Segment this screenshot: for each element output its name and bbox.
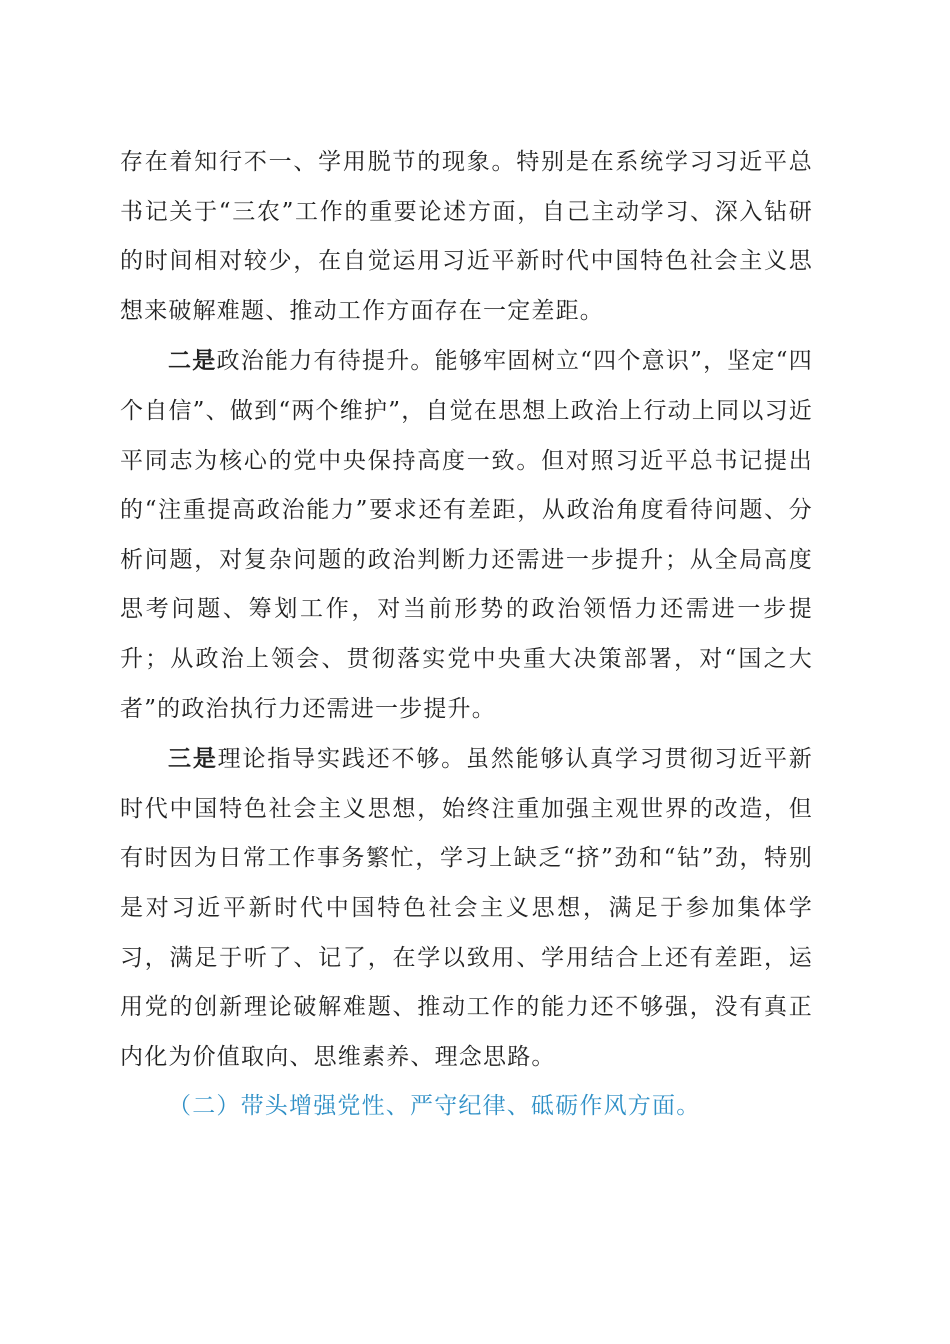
paragraph-text: 存在着知行不一、学用脱节的现象。特别是在系统学习习近平总书记关于“三农”工作的重要论述方面，自己主动学习、深入钻研的时间相对较少，在自觉运用习近平新时代中国特色社会主义思想来破解难题、推动工作方面存在一定差距。 xyxy=(120,149,813,324)
paragraph-lead: 三是 xyxy=(168,745,218,773)
paragraph-continuation xyxy=(120,138,813,336)
paragraph-point-two xyxy=(120,336,813,734)
document-body xyxy=(120,138,813,1132)
section-heading: （二）带头增强党性、严守纪律、砥砺作风方面。 xyxy=(168,1093,701,1120)
paragraph-text: 政治能力有待提升。能够牢固树立“四个意识”，坚定“四个自信”、做到“两个维护”，自觉在思想上政治上行动上同以习近平同志为核心的党中央保持高度一致。但对照习近平总书记提出的“注重提高政治能力”要求还有差距，从政治角度看待问题、分析问题，对复杂问题的政治判断力还需进一步提升；从全局高度思考问题、筹划工作，对当前形势的政治领悟力还需进一步提升；从政治上领会、贯彻落实党中央重大决策部署，对“国之大者”的政治执行力还需进一步提升。 xyxy=(120,348,813,722)
paragraph-lead: 二是 xyxy=(168,347,217,375)
paragraph-point-three xyxy=(120,734,813,1082)
paragraph-text: 理论指导实践还不够。虽然能够认真学习贯彻习近平新时代中国特色社会主义思想，始终注重加强主观世界的改造，但有时因为日常工作事务繁忙，学习上缺乏“挤”劲和“钻”劲，特别是对习近平新时代中国特色社会主义思想，满足于参加集体学习，满足于听了、记了，在学以致用、学用结合上还有差距，运用党的创新理论破解难题、推动工作的能力还不够强，没有真正内化为价值取向、思维素养、理念思路。 xyxy=(120,746,813,1070)
